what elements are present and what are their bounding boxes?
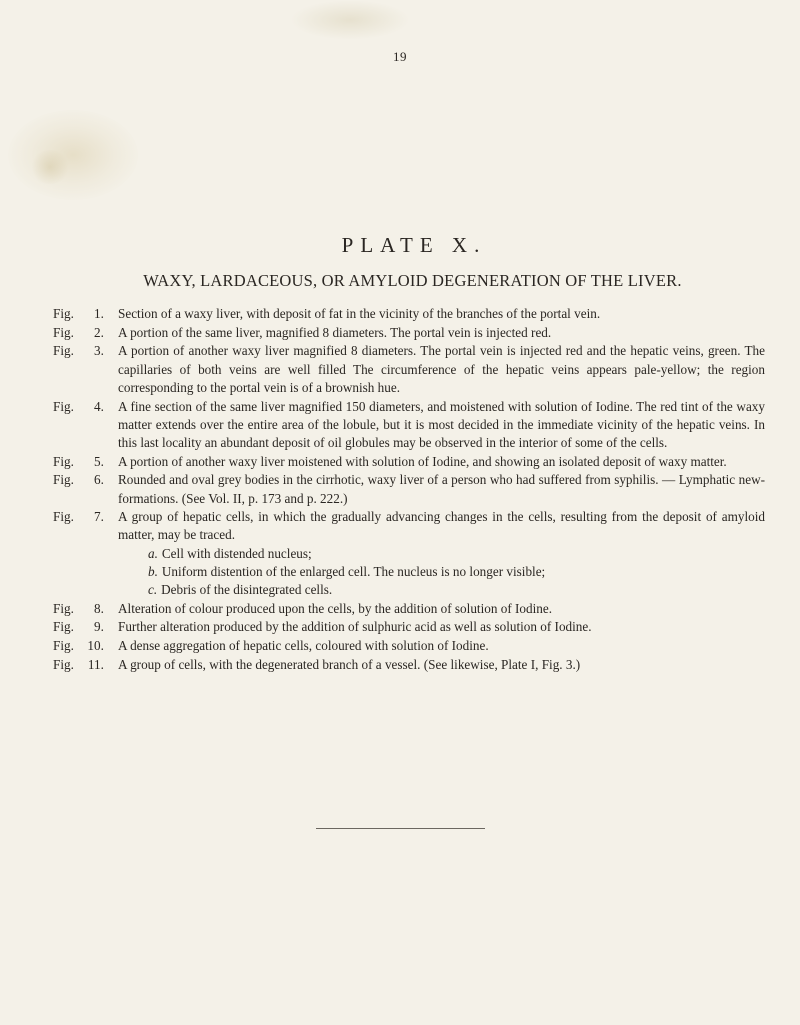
figure-entry [53,618,765,636]
figure-entry [53,342,765,397]
section-divider [316,828,485,829]
sub-item [148,545,765,563]
figure-description [118,471,765,507]
sub-item-text: Debris of the disintegrated cells. [161,582,333,598]
figure-number: 1. [94,306,104,321]
figure-number: 4. [94,398,104,414]
figure-text: A group of cells, with the degenerated branch of a vessel. (See likewise, Plate I, Fig. 3.) [118,656,581,672]
figure-label [53,471,118,507]
figure-entry [53,398,765,453]
figure-description [118,600,765,618]
plate-title: PLATE X. [341,233,487,257]
paper-stain [290,0,410,40]
figure-text: A portion of another waxy liver moistened with solution of Iodine, and showing an isolated deposit of waxy matter. [118,453,727,469]
figure-label [53,453,118,471]
figure-label-prefix: Fig. [53,656,74,672]
figure-number: 3. [94,343,104,359]
figure-label [53,637,118,655]
figure-description [118,508,765,599]
figure-description [118,637,765,655]
figure-label [53,656,118,674]
figure-label-prefix: Fig. [53,600,74,616]
sub-item [148,563,765,581]
figure-entry [53,656,765,674]
figure-text: A dense aggregation of hepatic cells, coloured with solution of Iodine. [118,638,489,654]
figure-label [53,342,118,397]
figure-label [53,508,118,599]
figure-description [118,305,765,323]
paper-stain [8,110,138,200]
figure-number: 11. [87,656,104,672]
paper-stain [30,150,70,184]
page-number: 19 [393,49,407,64]
figure-label [53,398,118,453]
figure-sub-items [118,545,765,600]
figure-number: 10. [87,638,104,654]
figure-label-prefix: Fig. [53,324,74,340]
figure-label-prefix: Fig. [53,306,74,321]
figure-list [53,305,765,675]
figure-description [118,324,765,342]
figure-text: A portion of another waxy liver magnified 8 diameters. The portal vein is injected red and the hepatic veins, green. The capillaries of both veins are well filled The circumference of the hepatic veins appears pale-yellow; the region corresponding to the portal vein is of a brownish hue. [118,343,765,395]
figure-entry [53,324,765,342]
figure-entry [53,305,765,323]
figure-label-prefix: Fig. [53,638,74,654]
figure-number: 9. [94,619,104,635]
figure-text: A fine section of the same liver magnified 150 diameters, and moistened with solution of Iodine. The red tint of the waxy matter extends over the entire area of the lobule, but it is most decided in the immediate vicinity of the hepatic veins. In this last locality an abundant deposit of oil globules may be observed in the interior of some of the cells. [118,398,765,450]
sub-item-letter: c. [148,582,158,598]
figure-number: 8. [94,600,104,616]
figure-description [118,618,765,636]
figure-entry [53,637,765,655]
figure-label [53,324,118,342]
sub-item-text: Cell with distended nucleus; [161,545,312,561]
figure-entry [53,471,765,507]
figure-number: 2. [94,324,104,340]
figure-entry [53,508,765,599]
figure-description [118,656,765,674]
figure-label [53,600,118,618]
figure-text: A portion of the same liver, magnified 8 diameters. The portal vein is injected red. [118,324,552,340]
figure-label-prefix: Fig. [53,398,74,414]
figure-number: 5. [94,453,104,469]
figure-text: Further alteration produced by the addition of sulphuric acid as well as solution of Iodine. [118,619,592,635]
figure-label [53,305,118,323]
figure-label-prefix: Fig. [53,472,74,488]
figure-label-prefix: Fig. [53,619,74,635]
figure-label-prefix: Fig. [53,453,74,469]
figure-description [118,342,765,397]
figure-text: Alteration of colour produced upon the cells, by the addition of solution of Iodine. [118,600,552,616]
sub-item-letter: a. [148,545,158,561]
sub-item-letter: b. [148,563,158,579]
figure-entry [53,600,765,618]
figure-entry [53,453,765,471]
figure-label-prefix: Fig. [53,509,74,525]
figure-text: A group of hepatic cells, in which the gradually advancing changes in the cells, resulting from the deposit of amyloid matter, may be traced. [118,509,765,543]
figure-description [118,398,765,453]
figure-number: 7. [94,509,104,525]
figure-text: Rounded and oval grey bodies in the cirrhotic, waxy liver of a person who had suffered from syphilis. — Lymphatic new-formations. (See Vol. II, p. 173 and p. 222.) [118,472,765,506]
sub-item [148,581,765,599]
figure-label [53,618,118,636]
figure-description [118,453,765,471]
sub-item-text: Uniform distention of the enlarged cell. The nucleus is no longer visible; [161,563,546,579]
figure-label-prefix: Fig. [53,343,74,359]
plate-subtitle: WAXY, LARDACEOUS, OR AMYLOID DEGENERATION OF THE LIVER. [143,271,682,290]
figure-text: Section of a waxy liver, with deposit of fat in the vicinity of the branches of the portal vein. [118,306,601,321]
figure-number: 6. [94,472,104,488]
